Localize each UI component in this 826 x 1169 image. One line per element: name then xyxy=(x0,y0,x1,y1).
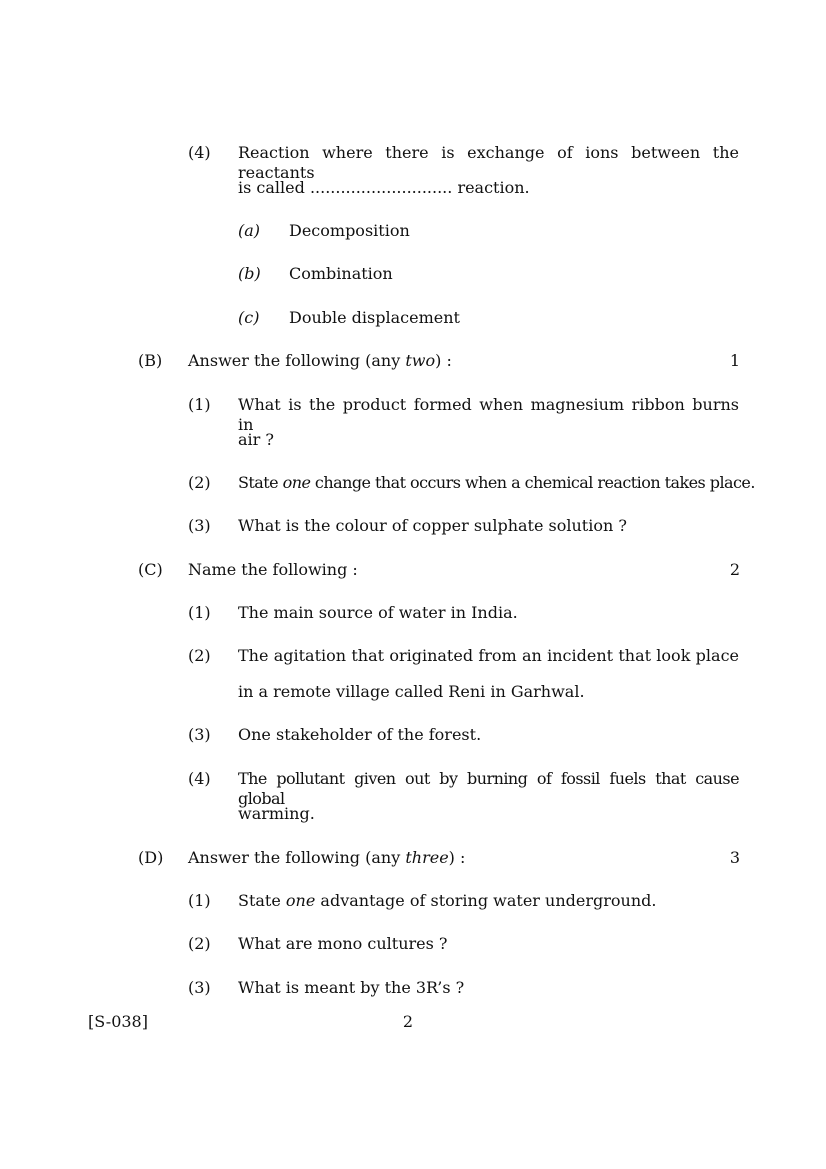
question-number: (1) xyxy=(188,395,211,414)
section-marks: 3 xyxy=(729,848,740,867)
section-marks: 1 xyxy=(729,351,740,370)
section-heading: Name the following : xyxy=(188,560,358,579)
question-number: (2) xyxy=(188,646,211,665)
section-heading: Answer the following (any three) : xyxy=(188,848,466,867)
question-text-line: in a remote village called Reni in Garhwal. xyxy=(238,682,585,701)
section-label: (C) xyxy=(138,560,163,579)
question-text-line: What is the product formed when magnesium ribbon burns in xyxy=(238,395,739,434)
question-number: (2) xyxy=(188,934,211,953)
question-text: State one advantage of storing water underground. xyxy=(238,891,657,910)
section-label: (D) xyxy=(138,848,164,867)
question-number: (1) xyxy=(188,603,211,622)
question-number: (2) xyxy=(188,473,211,492)
question-number: (3) xyxy=(188,725,211,744)
question-number: (1) xyxy=(188,891,211,910)
page-number: 2 xyxy=(402,1012,414,1031)
question-text-line: The pollutant given out by burning of fossil fuels that cause global xyxy=(238,769,739,808)
question-text-line: is called ............................ reaction. xyxy=(238,178,530,197)
section-label: (B) xyxy=(138,351,163,370)
question-number: (4) xyxy=(188,769,211,788)
question-text-line: warming. xyxy=(238,804,315,823)
option-text: Double displacement xyxy=(289,308,460,327)
question-number: (3) xyxy=(188,978,211,997)
option-text: Decomposition xyxy=(289,221,410,240)
option-label: (a) xyxy=(238,221,261,240)
option-text: Combination xyxy=(289,264,393,283)
question-text-line: air ? xyxy=(238,430,274,449)
question-text: What is meant by the 3R’s ? xyxy=(238,978,465,997)
question-text-line: The agitation that originated from an incident that look place xyxy=(238,646,739,665)
question-text: What is the colour of copper sulphate solution ? xyxy=(238,516,627,535)
question-text-line: Reaction where there is exchange of ions between the reactants xyxy=(238,143,739,182)
question-number: (4) xyxy=(188,143,211,162)
option-label: (b) xyxy=(238,264,261,283)
section-heading: Answer the following (any two) : xyxy=(188,351,452,370)
question-number: (3) xyxy=(188,516,211,535)
question-text: The main source of water in India. xyxy=(238,603,518,622)
paper-code: [S-038] xyxy=(88,1012,148,1031)
question-text: What are mono cultures ? xyxy=(238,934,448,953)
option-label: (c) xyxy=(238,308,260,327)
section-marks: 2 xyxy=(729,560,740,579)
question-text: State one change that occurs when a chemical reaction takes place. xyxy=(238,473,755,492)
question-text: One stakeholder of the forest. xyxy=(238,725,482,744)
